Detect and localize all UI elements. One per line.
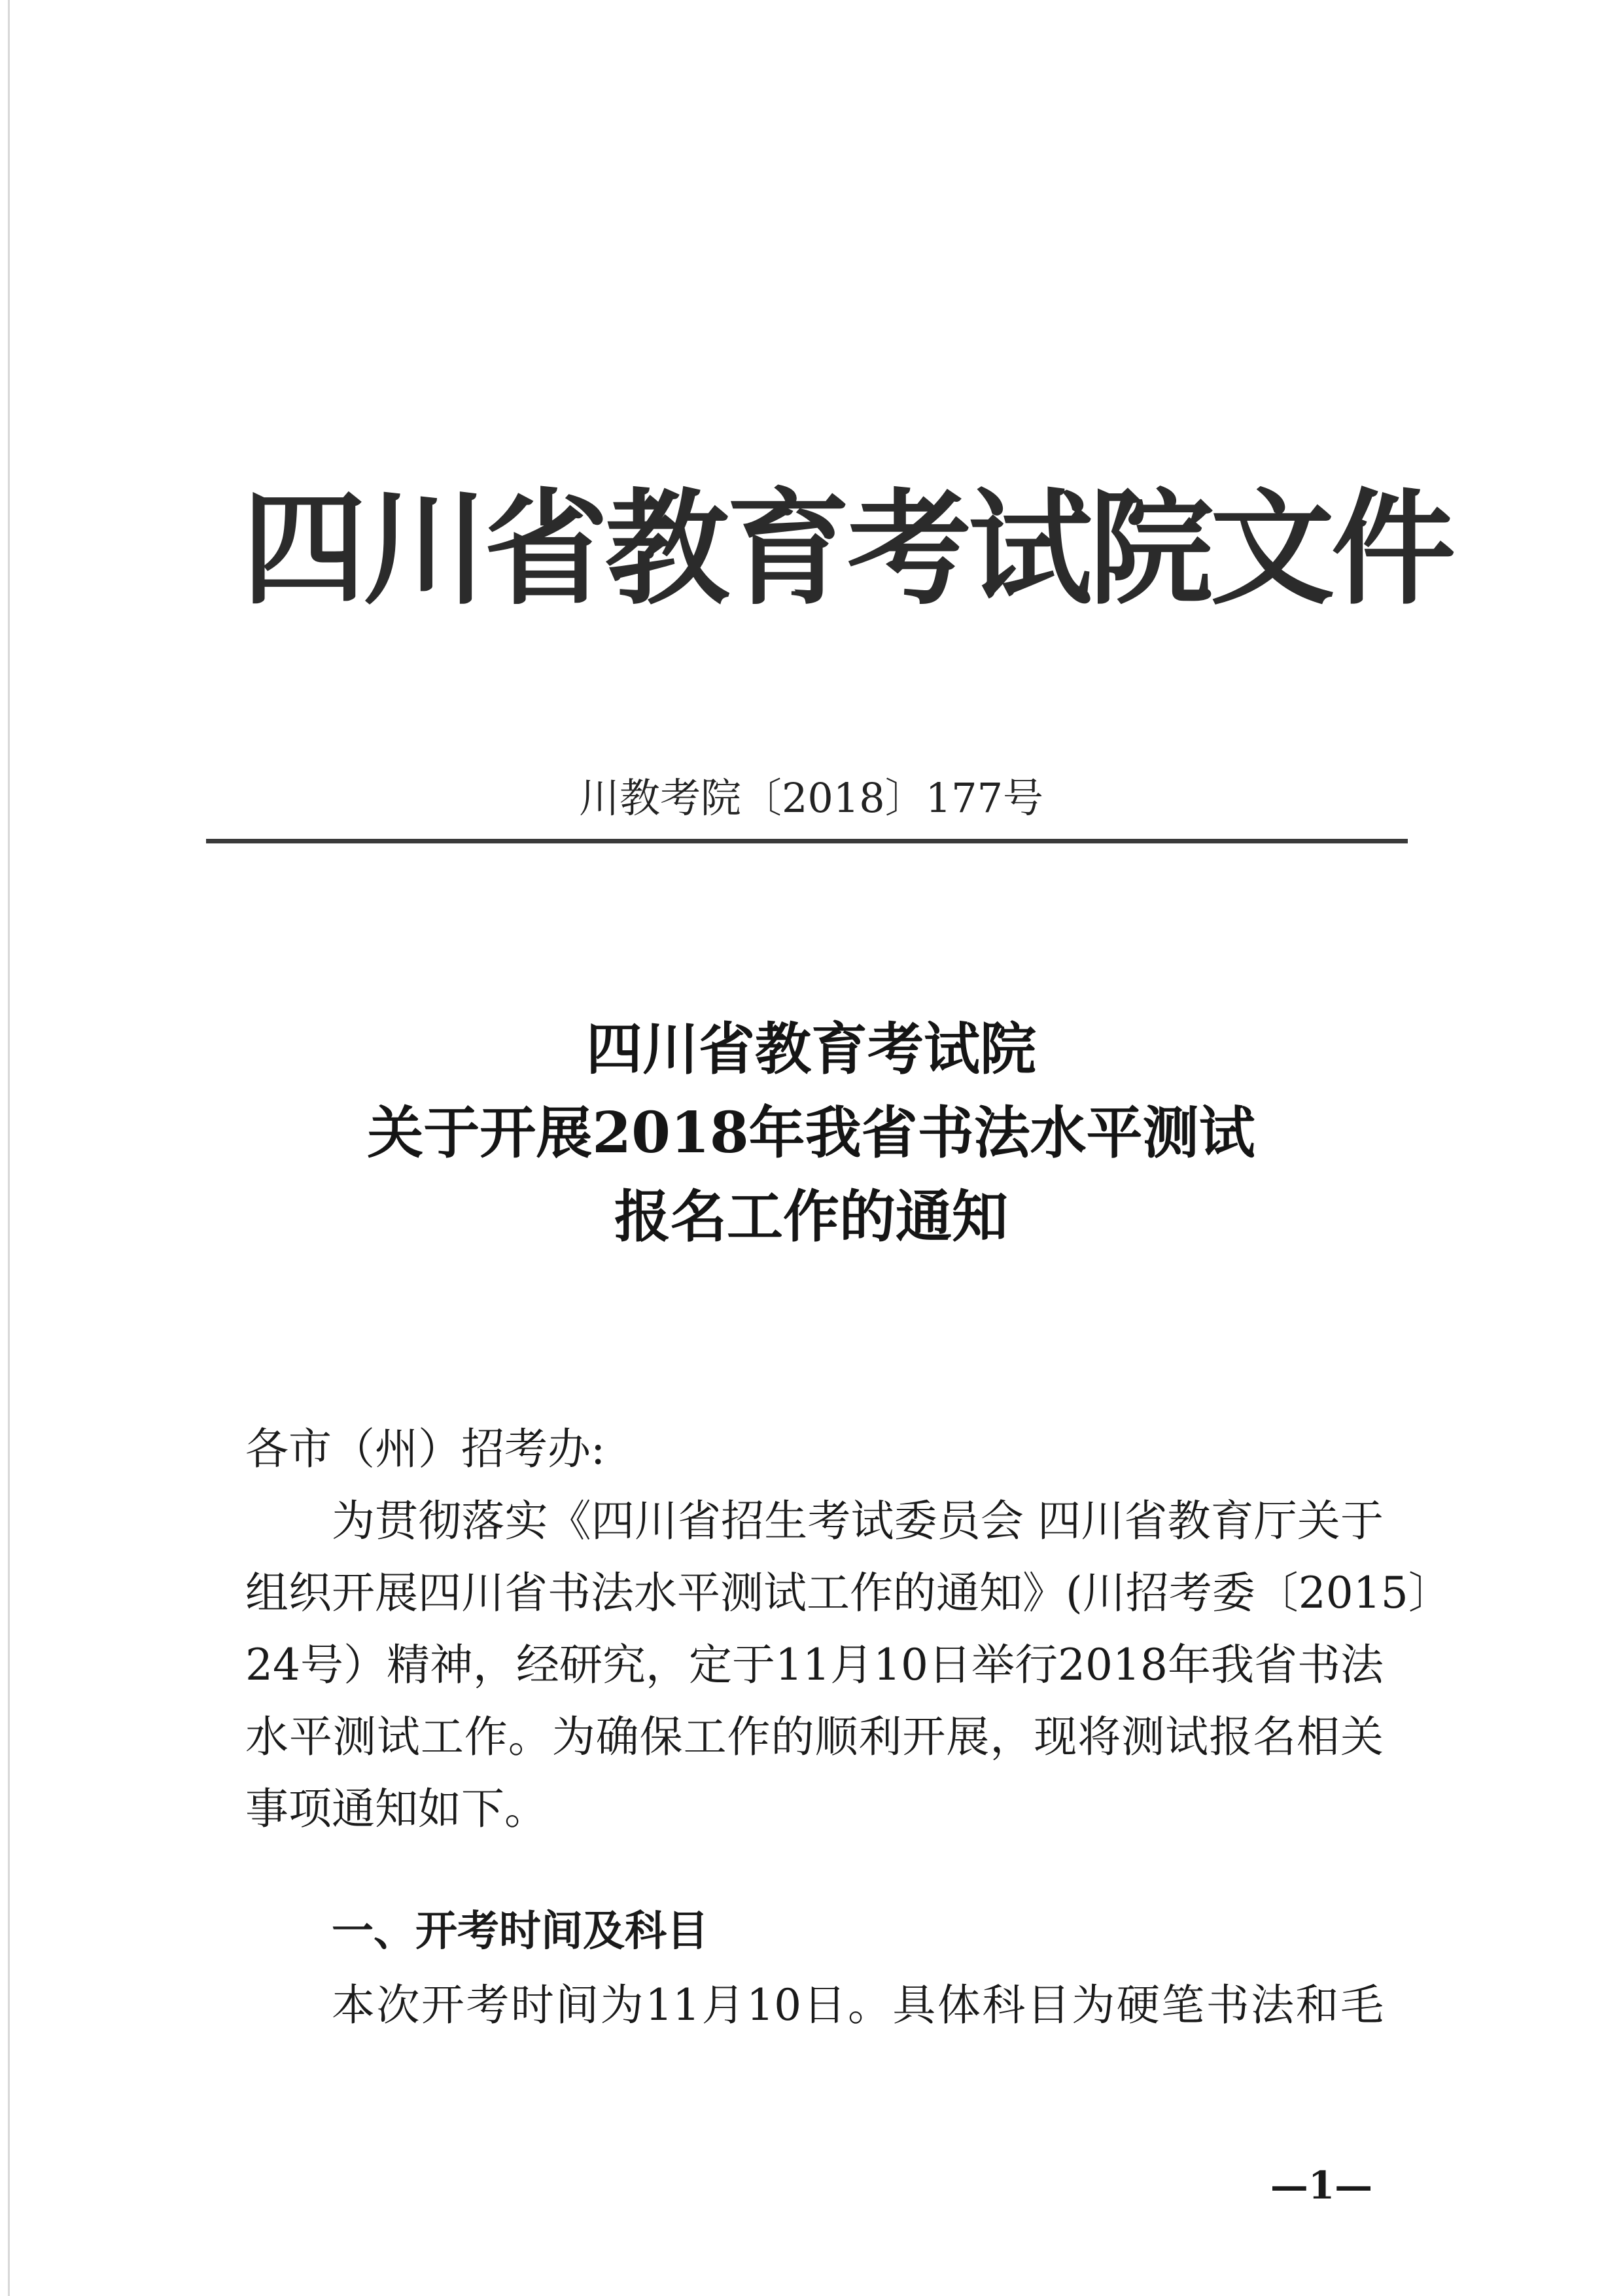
section-heading: 一、开考时间及科目 bbox=[332, 1907, 708, 1956]
document-number: 川教考院〔2018〕177号 bbox=[578, 774, 1044, 822]
notice-title bbox=[196, 1008, 1426, 1259]
intro-paragraph bbox=[245, 1485, 1452, 1845]
page-edge bbox=[8, 0, 10, 2296]
section-paragraph bbox=[245, 1969, 1384, 2041]
masthead-divider bbox=[206, 839, 1408, 843]
document-masthead: 四川省教育考试院文件 bbox=[242, 477, 1453, 622]
paragraph-line: 24号）精神，经研究，定于11月10日举行2018年我省书法 bbox=[245, 1640, 1384, 1690]
paragraph-line: 为贯彻落实《四川省招生考试委员会 四川省教育厅关于 bbox=[332, 1496, 1384, 1546]
paragraph-line: 本次开考时间为11月10日。具体科目为硬笔书法和毛 bbox=[332, 1980, 1384, 2030]
salutation: 各市（州）招考办: bbox=[245, 1424, 606, 1474]
page-number: —1— bbox=[1270, 2163, 1373, 2208]
notice-title-line: 关于开展2018年我省书法水平测试 bbox=[367, 1100, 1255, 1166]
paragraph-line: 事项通知如下。 bbox=[245, 1784, 548, 1834]
paragraph-line: 水平测试工作。为确保工作的顺利开展，现将测试报名相关 bbox=[245, 1712, 1384, 1762]
notice-title-line: 报名工作的通知 bbox=[614, 1184, 1008, 1250]
paragraph-line: 组织开展四川省书法水平测试工作的通知》(川招考委〔2015〕 bbox=[245, 1568, 1452, 1618]
notice-title-line: 四川省教育考试院 bbox=[586, 1016, 1036, 1082]
